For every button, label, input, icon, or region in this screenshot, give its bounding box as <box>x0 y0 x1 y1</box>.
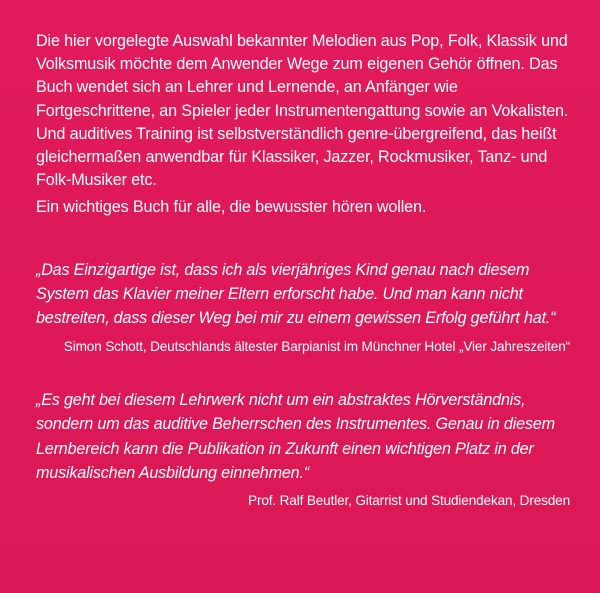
quote-simon-schott <box>36 258 572 356</box>
quote-text: „Es geht bei diesem Lehrwerk nicht um ein abstraktes Hörverständnis, sondern um das auditive Beherrschen des Instrumentes. Genau in diesem Lernbereich kann die Publikation in Zukunft einen wichtigen Platz in der musikalischen Ausbildung einnehmen.“ <box>36 390 555 483</box>
intro-paragraph: Die hier vorgelegte Auswahl bekannter Melodien aus Pop, Folk, Klassik und Volksmusik möchte dem Anwender Wege zum eigenen Gehör öffnen. Das Buch wendet sich an Lehrer und Lernende, an Anfänger wie Fortgeschrittene, an Spieler jeder Instrumentengattung sowie an Vokalisten. Und auditives Training ist selbstverständlich genre-übergreifend, das heißt gleichermaßen anwendbar für Klassiker, Jazzer, Rockmusiker, Tanz- und Folk-Musiker etc. <box>36 32 569 190</box>
quote-ralf-beutler <box>36 388 572 511</box>
intro-section <box>36 30 572 220</box>
quote-text: „Das Einzigartige ist, dass ich als vierjähriges Kind genau nach diesem System das Klavier meiner Eltern erforscht habe. Und man kann nicht bestreiten, dass dieser Weg bei mir zu einem gewissen Erfolg geführt hat.“ <box>36 260 556 328</box>
quote-attribution: Simon Schott, Deutschlands ältester Barpianist im Münchner Hotel „Vier Jahreszeiten“ <box>63 338 570 354</box>
quote-attribution: Prof. Ralf Beutler, Gitarrist und Studiendekan, Dresden <box>248 493 570 509</box>
intro-closing-line: Ein wichtiges Buch für alle, die bewusster hören wollen. <box>36 198 427 217</box>
